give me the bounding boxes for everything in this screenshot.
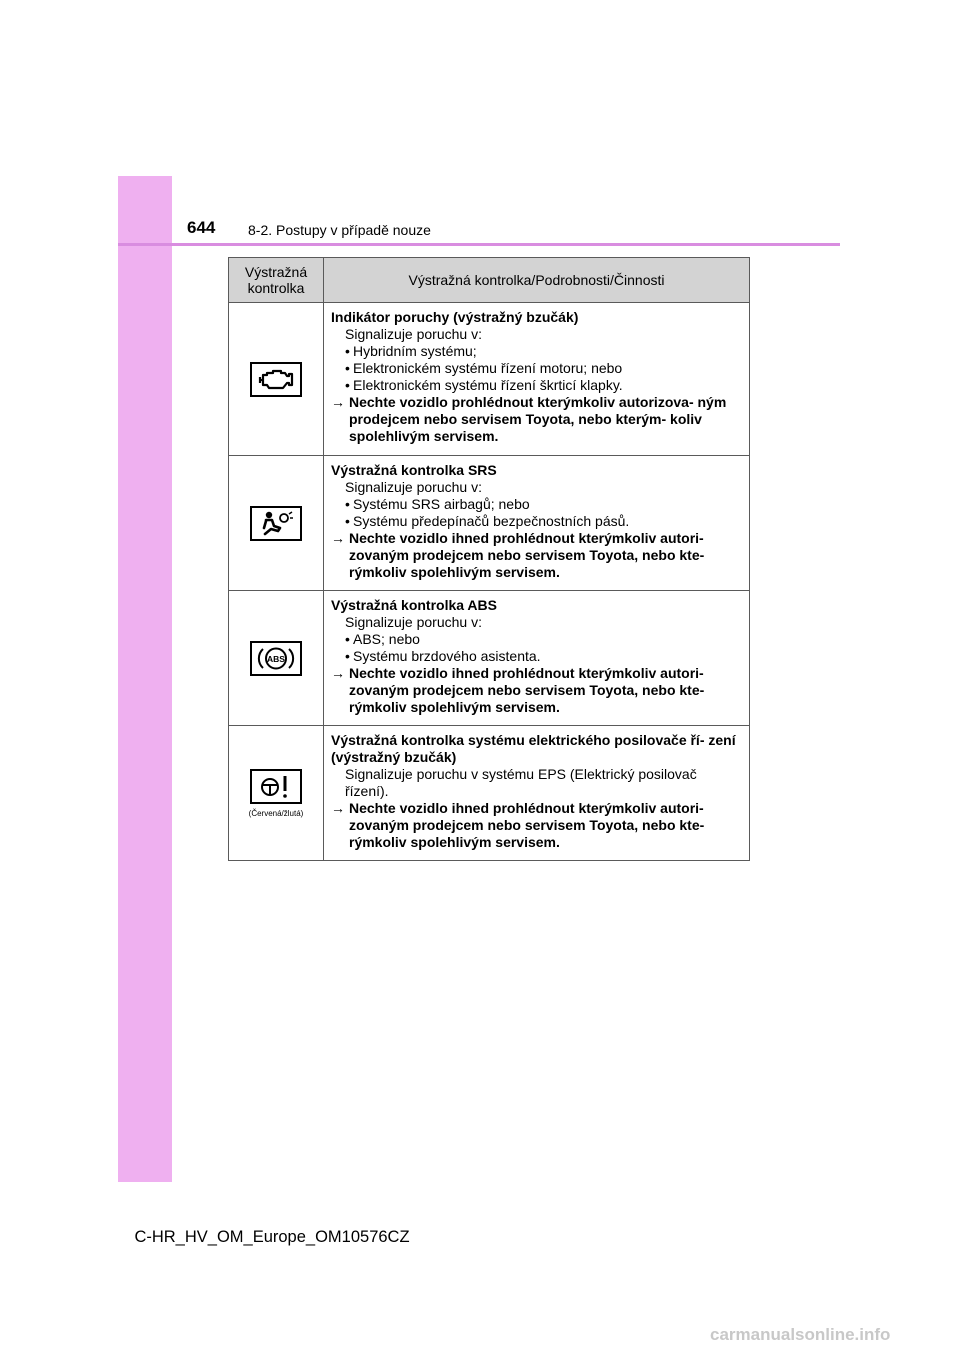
row-action: Nechte vozidlo ihned prohlédnout kterýmkoliv autori- zovaným prodejcem nebo servisem Toyota, nebo kte- rýmkoliv spolehlivým servisem. — [349, 665, 705, 715]
page-number: 644 — [187, 218, 216, 237]
row-intro: Signalizuje poruchu v: — [345, 614, 482, 630]
arrow-icon: → — [331, 800, 345, 816]
document-id: C-HR_HV_OM_Europe_OM10576CZ — [134, 1228, 410, 1246]
abs-icon — [250, 641, 302, 676]
list-item: • Systému brzdového asistenta. — [331, 648, 743, 665]
engine-malfunction-icon — [250, 362, 302, 397]
row-title: Indikátor poruchy (výstražný bzučák) — [331, 309, 579, 325]
list-item: • Systému SRS airbagů; nebo — [331, 496, 743, 513]
table-row — [229, 303, 750, 456]
row-action: Nechte vozidlo ihned prohlédnout kterýmkoliv autori- zovaným prodejcem nebo servisem Toyota, nebo kte- rýmkoliv spolehlivým servisem. — [349, 530, 705, 580]
power-steering-icon — [250, 769, 302, 804]
list-item: • Systému předepínačů bezpečnostních pásů. — [331, 513, 743, 530]
list-item: • Elektronickém systému řízení škrticí klapky. — [331, 377, 743, 394]
table-header-row — [229, 258, 750, 303]
srs-airbag-icon — [250, 506, 302, 541]
row-intro: Signalizuje poruchu v systému EPS (Elektrický posilovač řízení). — [345, 766, 697, 799]
list-item: • ABS; nebo — [331, 631, 743, 648]
arrow-icon: → — [331, 394, 345, 410]
row-intro: Signalizuje poruchu v: — [345, 479, 482, 495]
list-item: • Hybridním systému; — [331, 343, 743, 360]
warning-light-table — [228, 257, 750, 861]
icon-caption: (Červená/žlutá) — [248, 808, 304, 818]
section-title: 8-2. Postupy v případě nouze — [248, 222, 431, 238]
row-action: Nechte vozidlo ihned prohlédnout kterýmkoliv autori- zovaným prodejcem nebo servisem Toyota, nebo kte- rýmkoliv spolehlivým servisem. — [349, 800, 705, 850]
table-row — [229, 456, 750, 591]
row-title: Výstražná kontrolka systému elektrického posilovače ří- zení (výstražný bzučák) — [331, 732, 736, 765]
abs-icon-label: ABS — [267, 653, 285, 664]
row-action: Nechte vozidlo prohlédnout kterýmkoliv autorizova- ným prodejcem nebo servisem Toyota, nebo kterým- koliv spolehlivým servisem. — [349, 394, 727, 444]
arrow-icon: → — [331, 530, 345, 546]
table-row — [229, 726, 750, 861]
row-title: Výstražná kontrolka ABS — [331, 597, 497, 613]
watermark: carmanualsonline.info — [710, 1325, 891, 1344]
chapter-sidebar — [118, 176, 172, 1182]
column-header-details: Výstražná kontrolka/Podrobnosti/Činnosti — [324, 258, 750, 303]
row-intro: Signalizuje poruchu v: — [345, 326, 482, 342]
row-title: Výstražná kontrolka SRS — [331, 462, 497, 478]
table-row — [229, 591, 750, 726]
list-item: • Elektronickém systému řízení motoru; nebo — [331, 360, 743, 377]
header-rule — [118, 243, 840, 246]
column-header-light: Výstražná kontrolka — [229, 258, 324, 303]
arrow-icon: → — [331, 665, 345, 681]
